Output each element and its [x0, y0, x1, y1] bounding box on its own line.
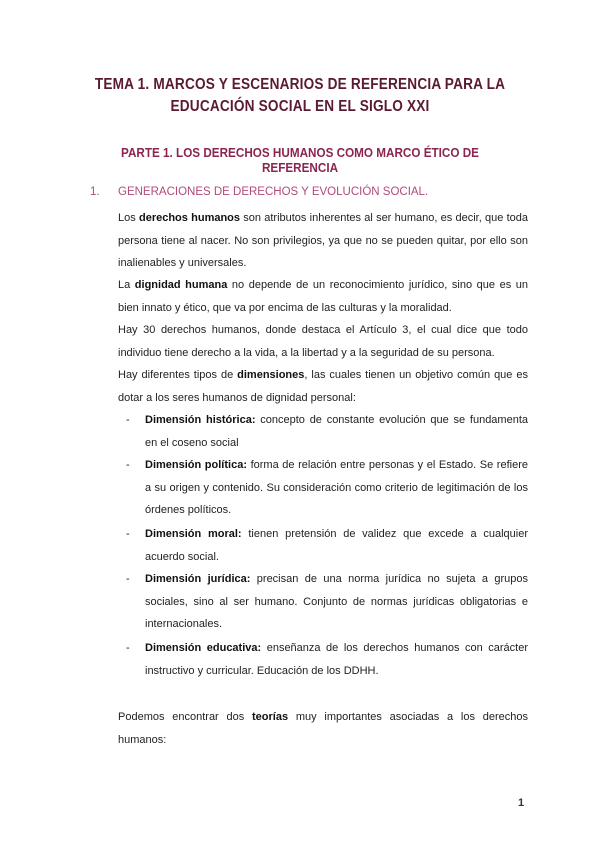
- bold-term: dignidad humana: [134, 279, 228, 291]
- list-bullet: -: [126, 642, 130, 654]
- list-item-dimension-educativa: Dimensión educativa: enseñanza de los derechos humanos con carácter instructivo y curricular. Educación de los DDHH.: [145, 642, 528, 677]
- bold-term: derechos humanos: [138, 212, 241, 224]
- paragraph-derechos-humanos: Los derechos humanos son atributos inherentes al ser humano, es decir, que toda persona tiene al nacer. No son privilegios, ya que no se pueden quitar, por ello son inalienables y universales.: [118, 212, 529, 269]
- section-heading: [90, 186, 429, 198]
- list-bullet: -: [126, 459, 130, 471]
- paragraph-dignidad-humana: La dignidad humana no depende de un reconocimiento jurídico, sino que es un bien innato y ético, que va por encima de las culturas y la moralidad.: [118, 279, 528, 314]
- list-item-dimension-moral: Dimensión moral: tienen pretensión de validez que excede a cualquier acuerdo social.: [145, 528, 528, 563]
- part-heading: PARTE 1. LOS DERECHOS HUMANOS COMO MARCO ÉTICO DE REFERENCIA: [121, 145, 479, 175]
- paragraph-dimensiones: Hay diferentes tipos de dimensiones, las cuales tienen un objetivo común que es dotar a los seres humanos de dignidad personal:: [118, 369, 528, 404]
- page-number: 1: [518, 797, 525, 809]
- section-number: 1.: [90, 186, 100, 198]
- list-bullet: -: [126, 528, 130, 540]
- list-bullet: -: [126, 573, 130, 585]
- section-label: GENERACIONES DE DERECHOS Y EVOLUCIÓN SOCIAL.: [118, 186, 429, 198]
- paragraph-teorias: Podemos encontrar dos teorías muy importantes asociadas a los derechos humanos:: [118, 711, 528, 746]
- list-item-dimension-juridica: Dimensión jurídica: precisan de una norma jurídica no sujeta a grupos sociales, sino al ser humano. Conjunto de normas jurídicas obligatorias e internacionales.: [145, 573, 528, 630]
- list-item-dimension-historica: Dimensión histórica: concepto de constante evolución que se fundamenta en el coseno social: [145, 414, 528, 449]
- list-item-dimension-politica: Dimensión política: forma de relación entre personas y el Estado. Se refiere a su origen y contenido. Su consideración como criterio de legitimación de los órdenes políticos.: [145, 459, 528, 516]
- paragraph-articulo-3: Hay 30 derechos humanos, donde destaca el Artículo 3, el cual dice que todo individuo tiene derecho a la vida, a la libertad y a la seguridad de su persona.: [118, 324, 528, 359]
- bold-term: teorías: [252, 711, 289, 723]
- document-title: TEMA 1. MARCOS Y ESCENARIOS DE REFERENCIA PARA LA EDUCACIÓN SOCIAL EN EL SIGLO XXI: [94, 76, 506, 115]
- bold-term: dimensiones: [237, 369, 305, 381]
- list-bullet: -: [126, 414, 130, 426]
